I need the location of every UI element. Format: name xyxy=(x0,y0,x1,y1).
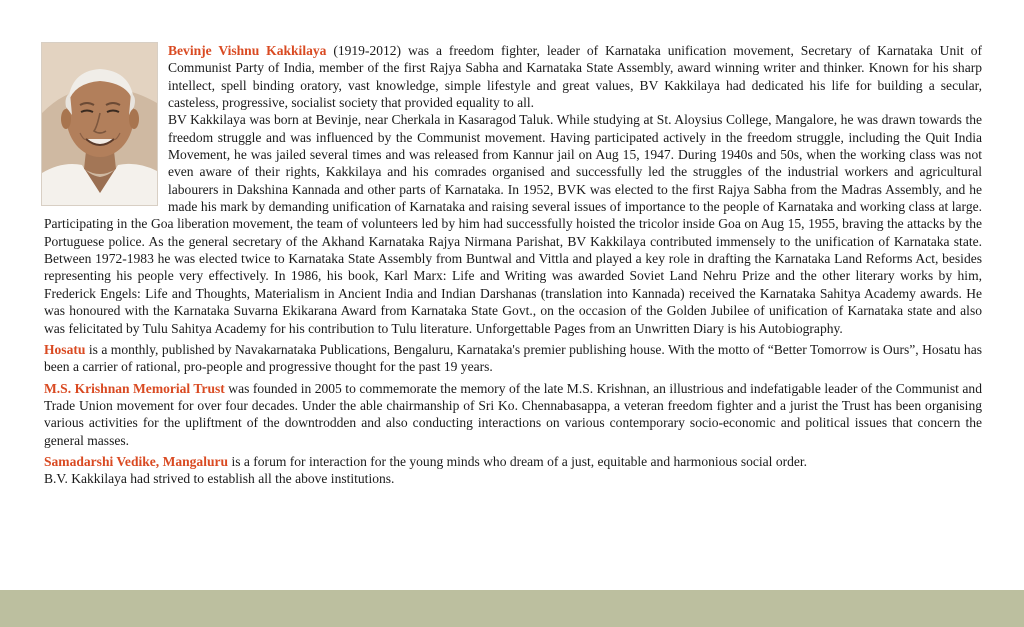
portrait-illustration xyxy=(42,43,157,205)
bio-intro-text: (1919-2012) was a freedom fighter, leader of Karnataka unification movement, Secretary of Karnataka Unit of Communist Party of India, member of the first Rajya Sabha and Karnataka State Assembly, award winning writer and thinker. Known for his sharp intellect, spell binding oratory, vast knowledge, simple lifestyle and great values, BV Kakkilaya had dedicated his life for building a secular, casteless, progressive, socialist society that provided equality to all. xyxy=(168,43,982,111)
hosatu-name: Hosatu xyxy=(44,341,86,357)
vedike-name: Samadarshi Vedike, Mangaluru xyxy=(44,453,229,469)
hosatu-text: is a monthly, published by Navakarnataka Publications, Bengaluru, Karnataka's premier publishing house. With the motto of “Better Tomorrow is Ours”, Hosatu has been a carrier of rational, pro-people and progressive thought for the past 19 years. xyxy=(44,341,982,375)
footer-band xyxy=(0,590,1024,627)
bio-name: Bevinje Vishnu Kakkilaya xyxy=(168,43,327,58)
portrait-photo xyxy=(41,42,158,206)
vedike-paragraph xyxy=(44,453,982,470)
hosatu-paragraph xyxy=(44,341,982,376)
bio-paragraph xyxy=(44,42,982,111)
trust-paragraph xyxy=(44,380,982,449)
document-body xyxy=(44,42,982,488)
closing-line: B.V. Kakkilaya had strived to establish all the above institutions. xyxy=(44,471,395,487)
bio-details-paragraph: BV Kakkilaya was born at Bevinje, near Cherkala in Kasaragod Taluk. While studying at St. Aloysius College, Mangalore, he was drawn towards the freedom struggle and was influenced by the Communist movement. Having participated actively in the freedom struggle, including the Quit India Movement, he was jailed several times and was released from Kannur jail on Aug 15, 1947. During 1940s and 50s, when the working class was not even aware of their rights, Kakkilaya and his comrades organised and successfully led the struggles of the industrial workers and agricultural labourers in Dakshina Kannada and other parts of Karnataka. In 1952, BVK was elected to the first Rajya Sabha from the Madras Assembly, and he made his mark by demanding unification of Karnataka and raising several issues of importance to the people of Karnataka and working class at large. Participating in the Goa liberation movement, the team of volunteers led by him had successfully hoisted the tricolor inside Goa on Aug 15, 1955, braving the attacks by the Portuguese police. As the general secretary of the Akhand Karnataka Rajya Nirmana Parishat, BV Kakkilaya contributed immensely to the unification of Karnataka state. Between 1972-1983 he was elected twice to Karnataka State Assembly from Buntwal and Vittla and played a key role in drafting the Karnataka Land Reforms Act, besides representing his people very effectively. In 1986, his book, Karl Marx: Life and Writing was awarded Soviet Land Nehru Prize and the other literary works by him, Frederick Engels: Life and Thoughts, Materialism in Ancient India and Indian Darshanas (translation into Kannada) received the Karnataka Sahitya Academy awards. He was honoured with the Karnataka Suvarna Ekikarana Award from Karnataka State Govt., on the occasion of the Golden Jubilee of unification of Karnataka state and also was felicitated by Tulu Sahitya Academy for his contribution to Tulu literature. Unforgettable Pages from an Unwritten Diary is his Autobiography. xyxy=(44,112,982,336)
trust-text: was founded in 2005 to commemorate the memory of the late M.S. Krishnan, an illustrious and indefatigable leader of the Communist and Trade Union movement for over four decades. Under the able chairmanship of Sri Ko. Chennabasappa, a veteran freedom fighter and a jurist the Trust has been organising various activities for the upliftment of the downtrodden and also conducting interactions on various contemporary socio-economic and political issues that concern the general masses. xyxy=(44,380,982,448)
vedike-text: is a forum for interaction for the young minds who dream of a just, equitable and harmonious social order. xyxy=(228,453,808,469)
trust-name: M.S. Krishnan Memorial Trust xyxy=(44,380,225,396)
